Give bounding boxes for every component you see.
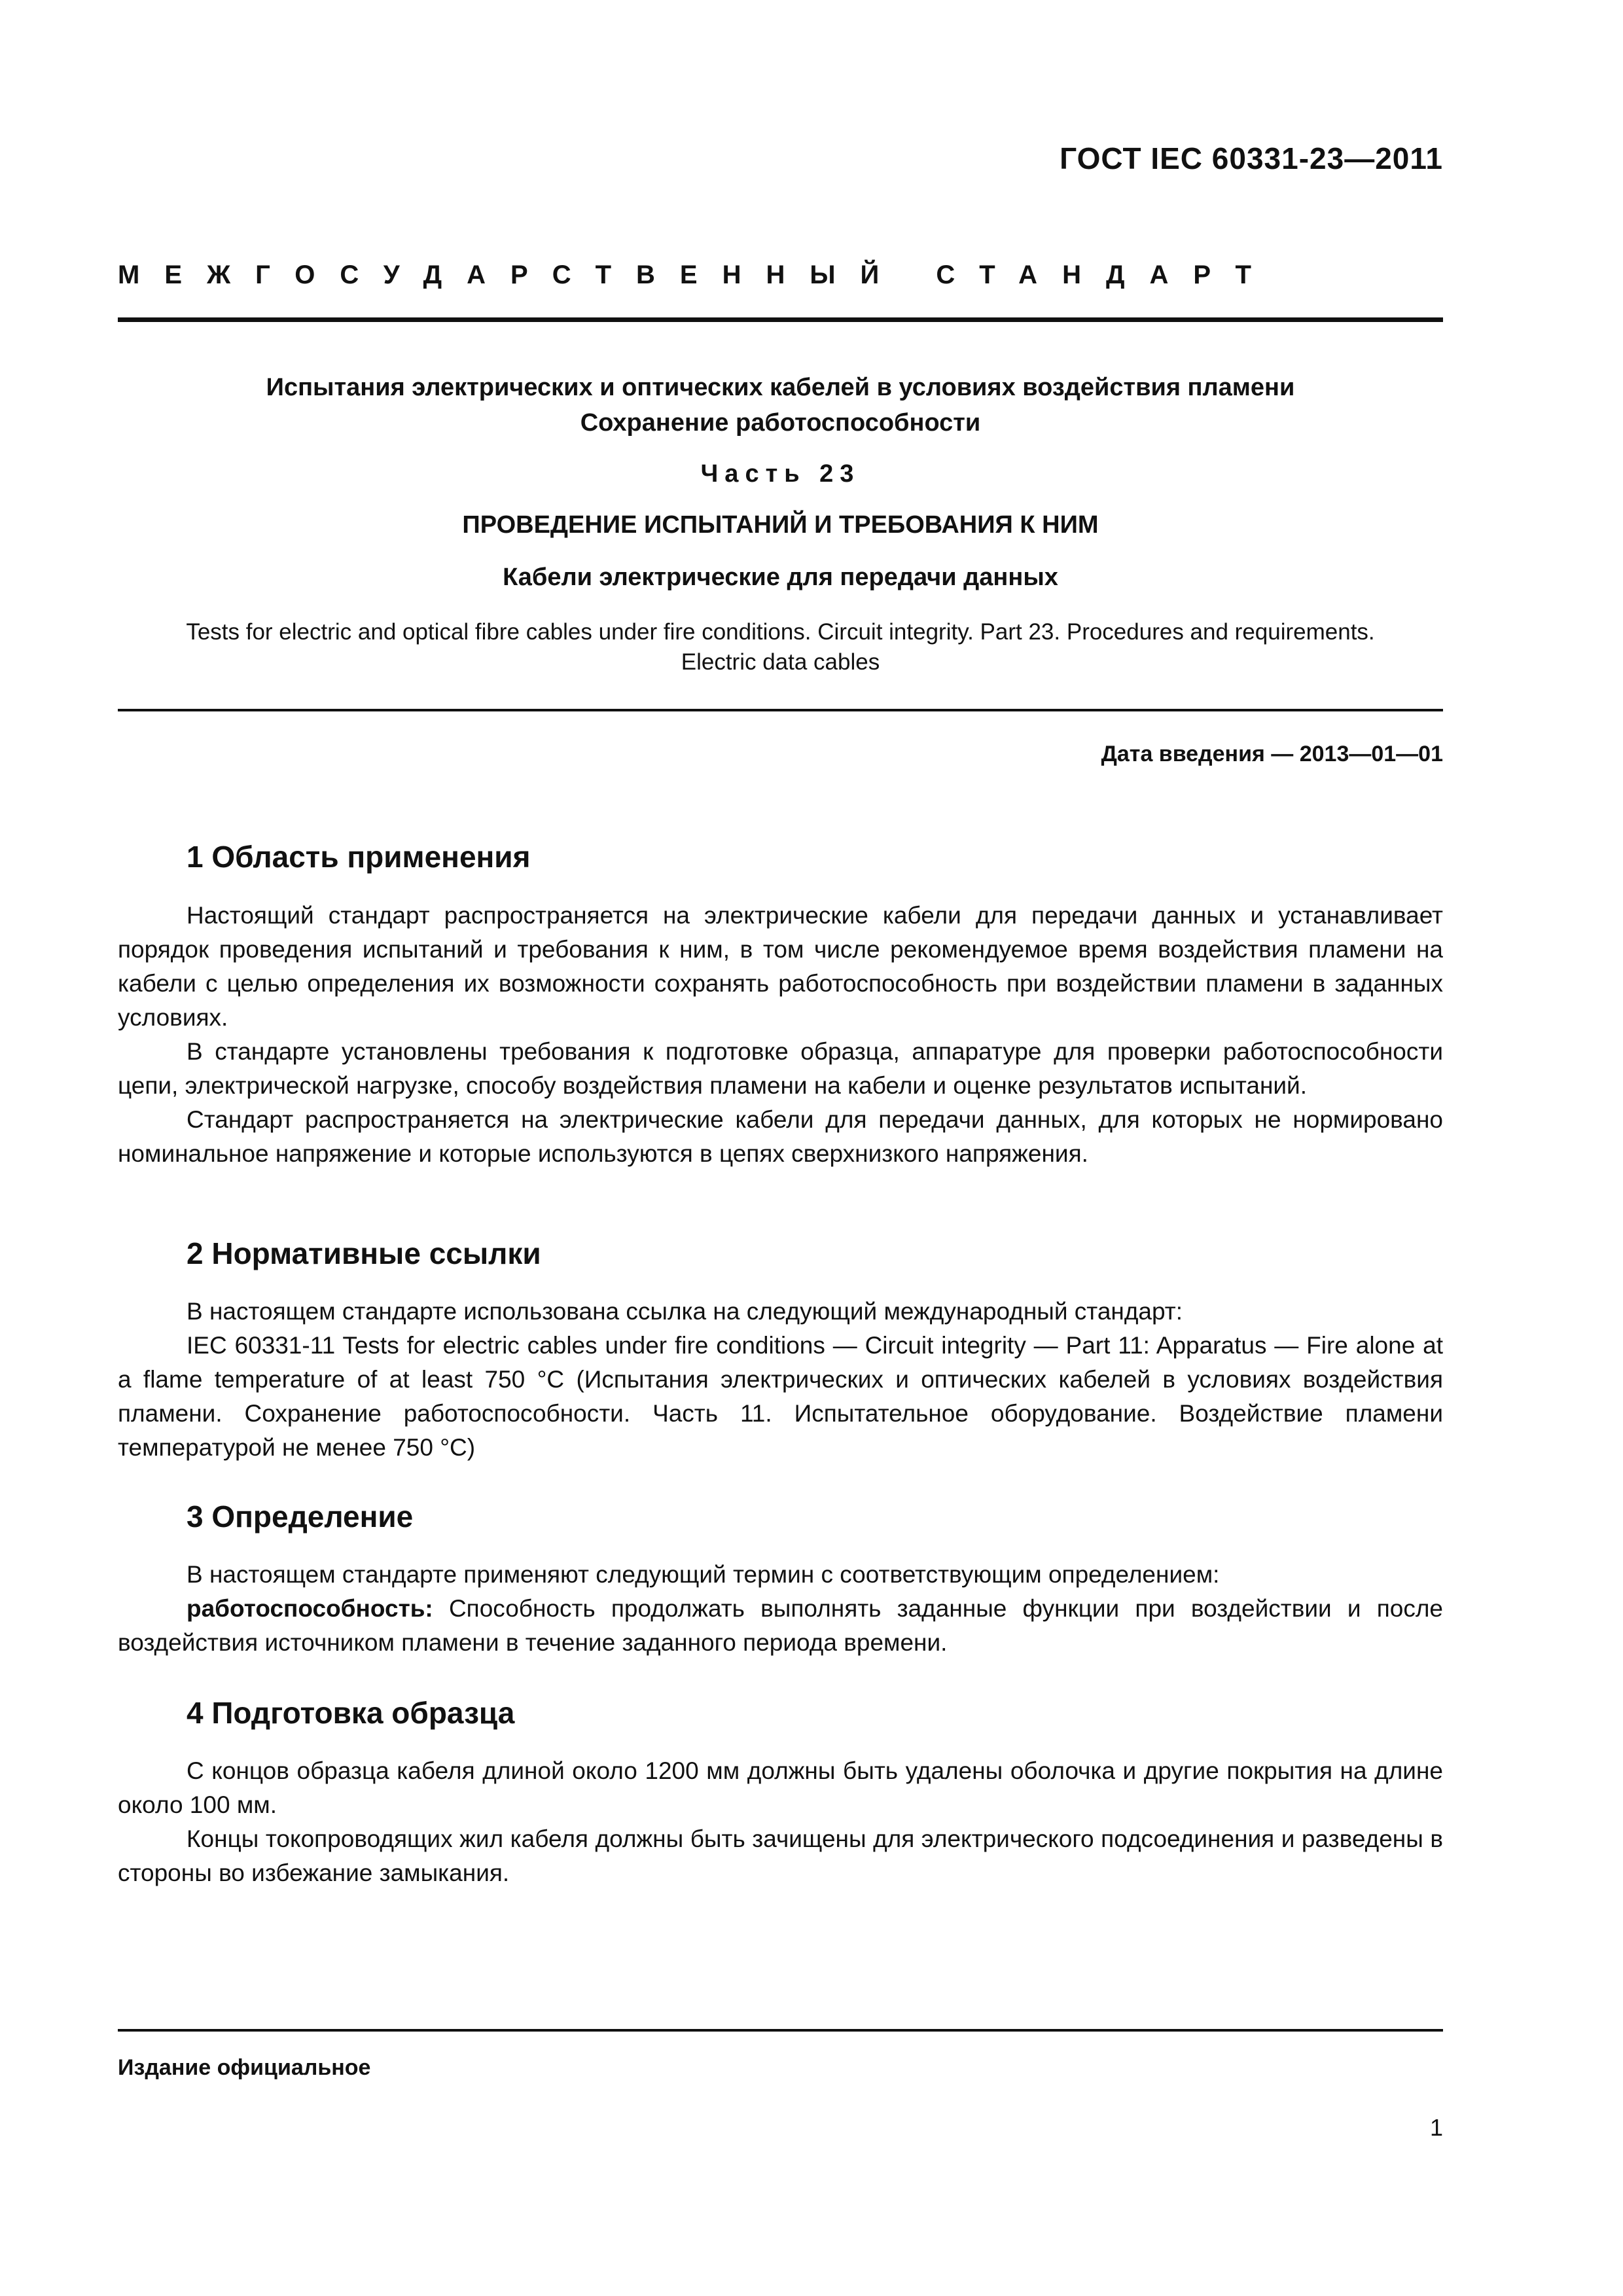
standard-type-label	[118, 260, 1443, 290]
part-number: Часть 23	[700, 460, 861, 488]
subtitle: ПРОВЕДЕНИЕ ИСПЫТАНИЙ И ТРЕБОВАНИЯ К НИМ	[462, 511, 1099, 539]
paragraph: IEC 60331-11 Tests for electric cables under fire conditions — Circuit integrity — Part 11: Apparatus — Fire alone at a flame temperature of at least 750 °C (Испытания электрических и оптических кабелей в условиях воздействия пламени. Сохранение работоспособности. Часть 11. Испытательное оборудование. Воздействие пламени температурой не менее 750 °C)	[118, 1332, 1443, 1461]
paragraph: В настоящем стандарте использована ссылка на следующий международный стандарт:	[187, 1298, 1183, 1325]
term-definition: Способность продолжать выполнять заданные функции при воздействии и после воздействия источником пламени в течение заданного периода времени.	[118, 1595, 1443, 1656]
definition-paragraph	[118, 1592, 1443, 1660]
section-2-heading: 2 Нормативные ссылки	[187, 1236, 541, 1270]
section-1-body	[118, 899, 1443, 1171]
paragraph: Концы токопроводящих жил кабеля должны быть зачищены для электрического подсоединения и разведены в стороны во избежание замыкания.	[118, 1825, 1443, 1886]
section-4-heading: 4 Подготовка образца	[187, 1696, 515, 1730]
english-title-line-1: Tests for electric and optical fibre cables under fire conditions. Circuit integrity. Part 23. Procedures and requirements.	[186, 619, 1375, 645]
subtitle-2: Кабели электрические для передачи данных	[503, 564, 1058, 591]
page-number: 1	[1429, 2114, 1443, 2141]
english-title-line-2: Electric data cables	[681, 649, 880, 675]
title-line-1: Испытания электрических и оптических кабелей в условиях воздействия пламени	[266, 374, 1295, 401]
section-2-body	[118, 1295, 1443, 1465]
paragraph: В настоящем стандарте применяют следующий термин с соответствующим определением:	[187, 1561, 1220, 1588]
header-rule	[118, 317, 1443, 322]
section-1-heading: 1 Область применения	[187, 840, 531, 874]
section-3-body	[118, 1558, 1443, 1660]
footer-rule	[118, 2029, 1443, 2032]
defined-term: работоспособность:	[187, 1595, 433, 1622]
section-4-body	[118, 1754, 1443, 1890]
introduction-date: Дата введения — 2013—01—01	[1101, 742, 1443, 766]
paragraph: В стандарте установлены требования к подготовке образца, аппаратуре для проверки работоспособности цепи, электрической нагрузке, способу воздействия пламени на кабели и оценке результатов испытаний.	[118, 1038, 1443, 1099]
edition-label: Издание официальное	[118, 2055, 371, 2080]
title-rule	[118, 709, 1443, 711]
paragraph: Настоящий стандарт распространяется на электрические кабели для передачи данных и устанавливает порядок проведения испытаний и требования к ним, в том числе рекомендуемое время воздействия пламени на кабели с целью определения их возможности сохранять работоспособность при воздействии пламени в заданных условиях.	[118, 902, 1443, 1031]
standard-type-text: МЕЖГОСУДАРСТВЕННЫЙ СТАНДАРТ	[118, 260, 1276, 289]
section-3-heading: 3 Определение	[187, 1499, 414, 1534]
title-line-2: Сохранение работоспособности	[580, 409, 981, 437]
paragraph: С концов образца кабеля длиной около 1200 мм должны быть удалены оболочка и другие покрытия на длине около 100 мм.	[118, 1757, 1443, 1818]
document-code: ГОСТ IEC 60331-23—2011	[1060, 141, 1443, 175]
paragraph: Стандарт распространяется на электрические кабели для передачи данных, для которых не нормировано номинальное напряжение и которые используются в цепях сверхнизкого напряжения.	[118, 1106, 1443, 1167]
